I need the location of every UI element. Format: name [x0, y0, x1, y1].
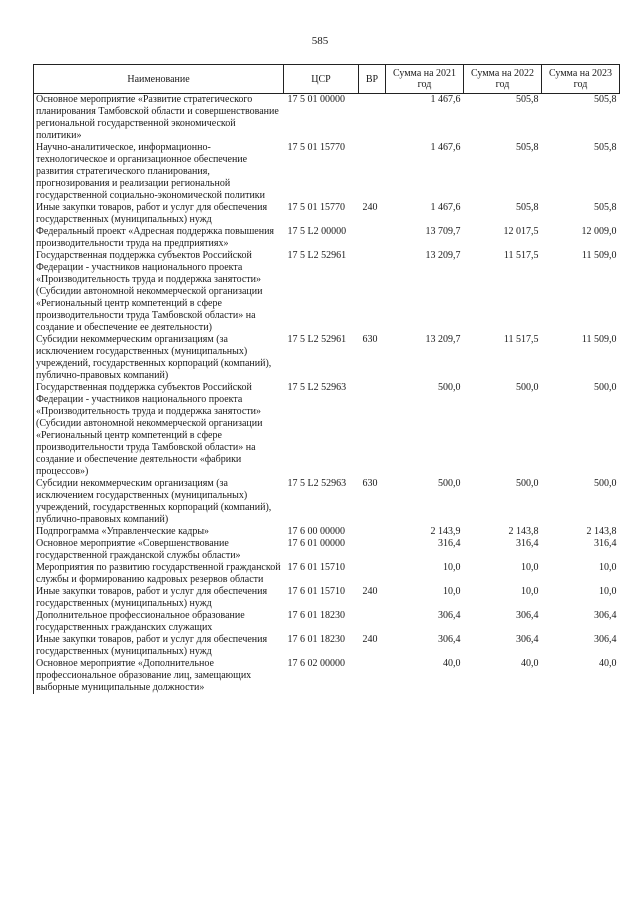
row-sum-2021: 306,4: [438, 634, 461, 645]
row-name: Субсидии некоммерческим организациям (за исключением государственных (муниципальных) учреждений, государственных корпораций (компаний), публично-правовых компаний): [34, 478, 284, 526]
row-sum-2023: 40,0: [599, 658, 617, 669]
row-sum-2022: 11 517,5: [503, 250, 539, 261]
row-name: Научно-аналитическое, информационно-технологическое и организационное обеспечение развития стратегического планирования, прогнозирования и реализации региональной государственной социально-экономической политики: [34, 142, 284, 202]
row-sum-2021: 10,0: [443, 586, 461, 597]
row-vr: [359, 538, 386, 562]
row-csr: 17 6 02 00000: [287, 658, 345, 669]
row-csr: 17 5 L2 52963: [287, 478, 347, 489]
row-sum-2021: 10,0: [443, 562, 461, 573]
table-row: [34, 562, 620, 586]
table-row: [34, 202, 620, 226]
row-sum-2021: 13 209,7: [425, 250, 461, 261]
header-sum-2021: Сумма на 2021 год: [386, 65, 464, 94]
row-sum-2023: 505,8: [594, 202, 617, 213]
table-row: [34, 526, 620, 538]
table-row: [34, 94, 620, 143]
table-row: [34, 250, 620, 334]
row-sum-2022: 40,0: [521, 658, 539, 669]
row-csr: 17 5 L2 52961: [287, 334, 347, 345]
row-sum-2022: 505,8: [516, 142, 539, 153]
row-vr: [359, 562, 386, 586]
table-header-row: [34, 65, 620, 94]
row-sum-2021: 1 467,6: [430, 202, 461, 213]
row-csr: 17 6 01 15710: [287, 562, 345, 573]
row-vr: 630: [362, 334, 378, 345]
header-vr: ВР: [359, 65, 386, 94]
row-sum-2022: 306,4: [516, 610, 539, 621]
row-sum-2022: 316,4: [516, 538, 539, 549]
row-csr: 17 6 01 15710: [287, 586, 345, 597]
row-csr: 17 5 01 15770: [287, 142, 345, 153]
row-name: Дополнительное профессиональное образование государственных гражданских служащих: [34, 610, 284, 634]
row-name: Основное мероприятие «Совершенствование государственной гражданской службы области»: [34, 538, 284, 562]
row-sum-2023: 10,0: [599, 586, 617, 597]
row-sum-2022: 2 143,8: [508, 526, 539, 537]
row-sum-2023: 11 509,0: [581, 250, 617, 261]
table-row: [34, 586, 620, 610]
row-vr: [359, 142, 386, 202]
row-vr: 240: [362, 634, 378, 645]
row-sum-2023: 316,4: [594, 538, 617, 549]
row-sum-2023: 2 143,8: [586, 526, 617, 537]
row-sum-2023: 10,0: [599, 562, 617, 573]
row-sum-2022: 10,0: [521, 562, 539, 573]
row-sum-2021: 1 467,6: [430, 94, 461, 105]
table-row: [34, 334, 620, 382]
row-name: Основное мероприятие «Дополнительное профессиональное образование лиц, замещающих выборные муниципальные должности»: [34, 658, 284, 694]
row-csr: 17 6 01 18230: [287, 610, 345, 621]
table-row: [34, 610, 620, 634]
row-sum-2021: 316,4: [438, 538, 461, 549]
row-sum-2021: 500,0: [438, 478, 461, 489]
row-sum-2023: 505,8: [594, 94, 617, 105]
row-vr: [359, 250, 386, 334]
row-name: Мероприятия по развитию государственной гражданской службы и формированию кадровых резервов области: [34, 562, 284, 586]
row-vr: 240: [362, 202, 378, 213]
row-name: Основное мероприятие «Развитие стратегического планирования Тамбовской области и совершенствование региональной государственной экономической политики»: [34, 94, 284, 143]
row-sum-2023: 500,0: [594, 478, 617, 489]
row-sum-2022: 500,0: [516, 382, 539, 393]
row-name: Субсидии некоммерческим организациям (за исключением государственных (муниципальных) учреждений, государственных корпораций (компаний), публично-правовых компаний): [34, 334, 284, 382]
row-sum-2021: 2 143,9: [430, 526, 461, 537]
row-name: Иные закупки товаров, работ и услуг для обеспечения государственных (муниципальных) нужд: [34, 634, 284, 658]
row-vr: [359, 658, 386, 694]
row-sum-2023: 12 009,0: [581, 226, 617, 237]
row-csr: 17 6 01 18230: [287, 634, 345, 645]
row-sum-2022: 500,0: [516, 478, 539, 489]
row-vr: [359, 226, 386, 250]
row-sum-2021: 1 467,6: [430, 142, 461, 153]
table-row: [34, 382, 620, 478]
row-sum-2023: 306,4: [594, 610, 617, 621]
row-name: Государственная поддержка субъектов Российской Федерации - участников национального проекта «Производительность труда и поддержка занятости» (Субсидии автономной некоммерческой организации «Региональный центр компетенций в сфере производительности труда Тамбовской области» на создание и обеспечение ее деятельности): [34, 250, 284, 334]
row-csr: 17 6 01 00000: [287, 538, 345, 549]
header-sum-2022: Сумма на 2022 год: [464, 65, 542, 94]
row-csr: 17 5 L2 52963: [287, 382, 347, 393]
table-row: [34, 658, 620, 694]
header-sum-2023: Сумма на 2023 год: [542, 65, 620, 94]
row-csr: 17 5 01 15770: [287, 202, 345, 213]
row-sum-2021: 40,0: [443, 658, 461, 669]
table-row: [34, 142, 620, 202]
row-sum-2022: 505,8: [516, 94, 539, 105]
row-csr: 17 6 00 00000: [287, 526, 345, 537]
row-vr: 630: [362, 478, 378, 489]
row-csr: 17 5 L2 52961: [287, 250, 347, 261]
header-name: Наименование: [34, 65, 284, 94]
row-name: Иные закупки товаров, работ и услуг для обеспечения государственных (муниципальных) нужд: [34, 586, 284, 610]
row-sum-2023: 306,4: [594, 634, 617, 645]
table-row: [34, 478, 620, 526]
budget-table: [33, 64, 620, 694]
row-sum-2023: 500,0: [594, 382, 617, 393]
row-sum-2021: 13 209,7: [425, 334, 461, 345]
row-sum-2022: 505,8: [516, 202, 539, 213]
row-vr: [359, 610, 386, 634]
row-vr: [359, 526, 386, 538]
table-row: [34, 634, 620, 658]
row-sum-2023: 11 509,0: [581, 334, 617, 345]
row-vr: [359, 94, 386, 143]
row-vr: 240: [362, 586, 378, 597]
row-sum-2022: 12 017,5: [503, 226, 539, 237]
row-name: Иные закупки товаров, работ и услуг для обеспечения государственных (муниципальных) нужд: [34, 202, 284, 226]
row-csr: 17 5 01 00000: [287, 94, 345, 105]
row-name: Федеральный проект «Адресная поддержка повышения производительности труда на предприятиях»: [34, 226, 284, 250]
header-csr: ЦСР: [284, 65, 359, 94]
table-row: [34, 538, 620, 562]
row-sum-2021: 13 709,7: [425, 226, 461, 237]
row-sum-2021: 306,4: [438, 610, 461, 621]
row-csr: 17 5 L2 00000: [287, 226, 347, 237]
row-name: Подпрограмма «Управленческие кадры»: [34, 526, 284, 538]
row-vr: [359, 382, 386, 478]
row-sum-2021: 500,0: [438, 382, 461, 393]
row-name: Государственная поддержка субъектов Российской Федерации - участников национального проекта «Производительность труда и поддержка занятости» (Субсидии автономной некоммерческой организации «Региональный центр компетенций в сфере производительности труда Тамбовской области» на создание и обеспечение деятельности «фабрики процессов»): [34, 382, 284, 478]
row-sum-2022: 11 517,5: [503, 334, 539, 345]
table-row: [34, 226, 620, 250]
row-sum-2022: 10,0: [521, 586, 539, 597]
row-sum-2023: 505,8: [594, 142, 617, 153]
row-sum-2022: 306,4: [516, 634, 539, 645]
page-number: 585: [311, 35, 329, 47]
